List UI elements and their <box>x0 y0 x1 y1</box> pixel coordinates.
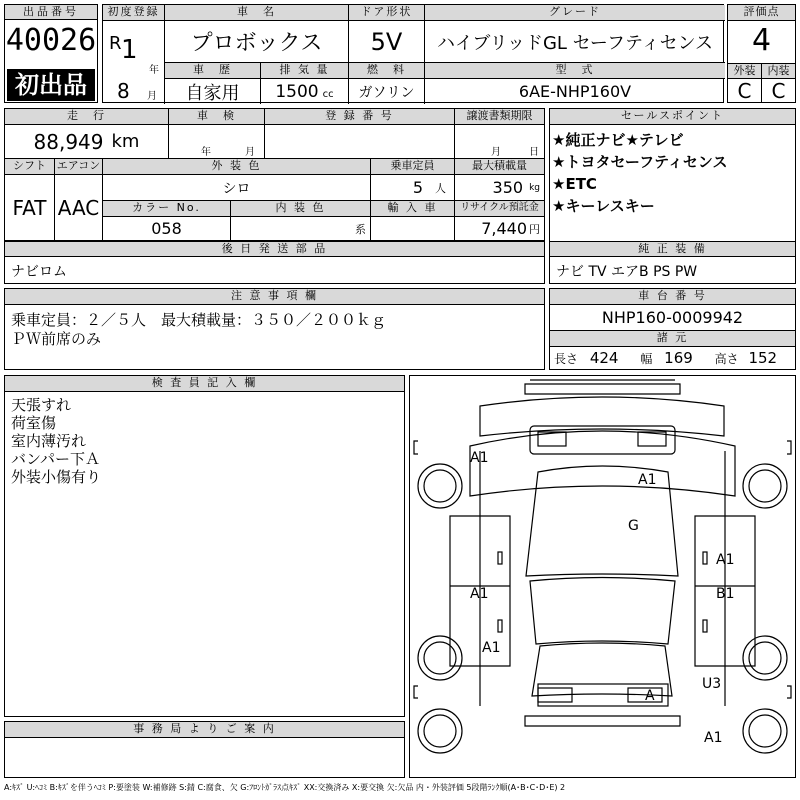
fuel-label: 燃 料 <box>349 63 425 79</box>
chassis-box <box>549 288 796 370</box>
grade-value: ハイブリッドGL セーフティセンス <box>425 21 725 63</box>
mileage <box>5 125 169 159</box>
inspector-line: バンパー下Ａ <box>11 450 100 468</box>
inspector-label: 検 査 員 記 入 欄 <box>5 376 404 392</box>
fuel-value: ガソリン <box>349 79 425 104</box>
mileage-label: 走 行 <box>5 109 169 125</box>
mileage-value: 88,949 <box>33 129 104 154</box>
max-load-unit: kg <box>529 182 540 193</box>
max-load-value: 350 <box>492 178 524 197</box>
capacity-value: 5 <box>412 178 423 197</box>
mileage-unit: km <box>111 131 140 152</box>
sales-point-item: ★キーレスキー <box>552 197 655 215</box>
import-value <box>371 217 455 241</box>
door-label: ドア形状 <box>349 5 425 21</box>
reg-no-label: 登 録 番 号 <box>265 109 455 125</box>
score-label: 評価点 <box>728 5 795 21</box>
recycle <box>455 217 544 241</box>
inspector-line: 外装小傷有り <box>11 468 102 486</box>
notes-box <box>4 288 545 370</box>
history-value: 自家用 <box>165 79 261 104</box>
max-load <box>455 175 544 201</box>
transfer-doc-day-unit: 日 <box>529 147 539 158</box>
displacement-value: 1500 <box>275 81 319 102</box>
import-label: 輸 入 車 <box>371 201 455 217</box>
notes-line: 乗車定員：２／５人 最大積載量：３５０／２００ｋｇ <box>11 311 387 329</box>
int-grade-label: 内装 <box>762 63 795 79</box>
damage-mark: A <box>645 688 655 704</box>
sales-points-box <box>549 108 796 284</box>
aircon-label: エアコン <box>55 159 103 175</box>
inspector-box <box>4 375 405 717</box>
first-reg-month-unit: 月 <box>147 91 157 102</box>
grade-label: グレード <box>425 5 725 21</box>
ext-grade-label: 外装 <box>728 63 762 79</box>
aircon-value: AAC <box>55 175 103 241</box>
first-reg-era: R <box>109 33 122 54</box>
damage-mark: A1 <box>716 552 735 568</box>
recycle-unit: 円 <box>529 222 540 236</box>
main-info-box <box>102 4 724 103</box>
damage-mark: U3 <box>702 676 722 692</box>
damage-mark: A1 <box>638 472 657 488</box>
inspector-line: 天張すれ <box>11 396 72 414</box>
width-label: 幅 <box>640 352 653 366</box>
first-reg-year-unit: 年 <box>149 65 159 76</box>
shift-value: FAT <box>5 175 55 241</box>
capacity-unit: 人 <box>435 181 446 195</box>
notes-label: 注 意 事 項 欄 <box>5 289 544 305</box>
length-label: 長さ <box>554 352 579 366</box>
transfer-doc-month-unit: 月 <box>491 147 501 158</box>
sales-point-item: ★トヨタセーフティセンス <box>552 153 728 171</box>
height-value: 152 <box>748 349 778 367</box>
car-name-label: 車 名 <box>165 5 349 21</box>
transfer-doc-label: 譲渡書類期限 <box>455 109 544 125</box>
damage-mark: B1 <box>716 586 735 602</box>
displacement <box>261 79 349 104</box>
inspection-label: 車 検 <box>169 109 265 125</box>
history-label: 車 歴 <box>165 63 261 79</box>
inspection-month-unit: 月 <box>245 147 255 158</box>
office-label: 事 務 局 よ り ご 案 内 <box>5 722 404 738</box>
max-load-label: 最大積載量 <box>455 159 544 175</box>
ext-color-label: 外 装 色 <box>103 159 371 175</box>
inspector-line: 荷室傷 <box>11 414 57 432</box>
int-color-unit: 系 <box>355 222 366 236</box>
sales-point-item: ★純正ナビ★テレビ <box>552 131 684 149</box>
recycle-label: リサイクル預託金 <box>455 201 544 217</box>
chassis-label: 車 台 番 号 <box>550 289 795 305</box>
width-value: 169 <box>664 349 693 367</box>
height-label: 高さ <box>714 352 739 366</box>
shift-label: シフト <box>5 159 55 175</box>
legend: A:ｷｽﾞ U:ﾍｺﾐ B:ｷｽﾞを伴うﾍｺﾐ P:要塗装 W:補修跡 S:錆 C:腐食、欠 G:ﾌﾛﾝﾄｶﾞﾗｽ点ｷｽﾞ XX:交換済み X:要交換 欠:欠品 内・外装評価 5段階ﾗﾝｸ順(A･B･C･D･E) 2 <box>4 783 566 792</box>
genuine-equip-value: ナビ TV エアB PS PW <box>556 264 698 280</box>
color-no-label: カラー No. <box>103 201 231 217</box>
later-parts-value: ナビロム <box>11 264 67 280</box>
displacement-label: 排 気 量 <box>261 63 349 79</box>
dims-row <box>554 349 794 367</box>
displacement-unit: cc <box>322 89 334 100</box>
lot-number: 40026 <box>5 23 97 58</box>
recycle-value: 7,440 <box>481 219 527 238</box>
first-reg-label: 初度登録 <box>103 5 165 21</box>
damage-mark: G <box>628 518 639 534</box>
details-box <box>4 108 545 284</box>
sales-points-label: セールスポイント <box>550 109 795 125</box>
first-reg-month: 8 <box>117 79 130 103</box>
chassis-value: NHP160-0009942 <box>550 305 795 331</box>
score-value: 4 <box>751 23 772 58</box>
score-box <box>727 4 796 103</box>
capacity <box>371 175 455 201</box>
later-parts-label: 後 日 発 送 部 品 <box>5 241 544 257</box>
damage-mark: A1 <box>482 640 501 656</box>
inspection-year-unit: 年 <box>201 147 211 158</box>
damage-mark: A1 <box>470 586 489 602</box>
damage-mark: A1 <box>470 450 489 466</box>
damage-mark: A1 <box>704 730 723 746</box>
door-type: 5V <box>349 21 425 63</box>
ext-grade: C <box>728 79 762 102</box>
capacity-label: 乗車定員 <box>371 159 455 175</box>
car-outline <box>410 376 795 777</box>
int-grade: C <box>771 79 786 102</box>
lot-number-box <box>4 4 98 103</box>
model-value: 6AE-NHP160V <box>518 82 632 101</box>
ext-color-value: シロ <box>103 175 371 201</box>
int-color <box>231 217 371 241</box>
notes-line: ＰＷ前席のみ <box>11 330 102 348</box>
color-no-value: 058 <box>103 217 231 241</box>
genuine-equip-label: 純 正 装 備 <box>550 241 795 257</box>
model-label: 型 式 <box>425 63 725 79</box>
reg-no-value <box>265 125 455 159</box>
first-listing-badge: 初出品 <box>7 69 95 101</box>
lot-number-label: 出品番号 <box>5 5 97 20</box>
inspector-line: 室内薄汚れ <box>11 432 87 450</box>
damage-diagram <box>409 375 796 778</box>
office-box <box>4 721 405 778</box>
car-name: プロボックス <box>165 21 349 63</box>
length-value: 424 <box>589 349 619 367</box>
first-reg-year: 1 <box>121 35 138 65</box>
dims-label: 諸 元 <box>550 331 795 347</box>
int-color-label: 内 装 色 <box>231 201 371 217</box>
sales-point-item: ★ETC <box>552 175 597 193</box>
